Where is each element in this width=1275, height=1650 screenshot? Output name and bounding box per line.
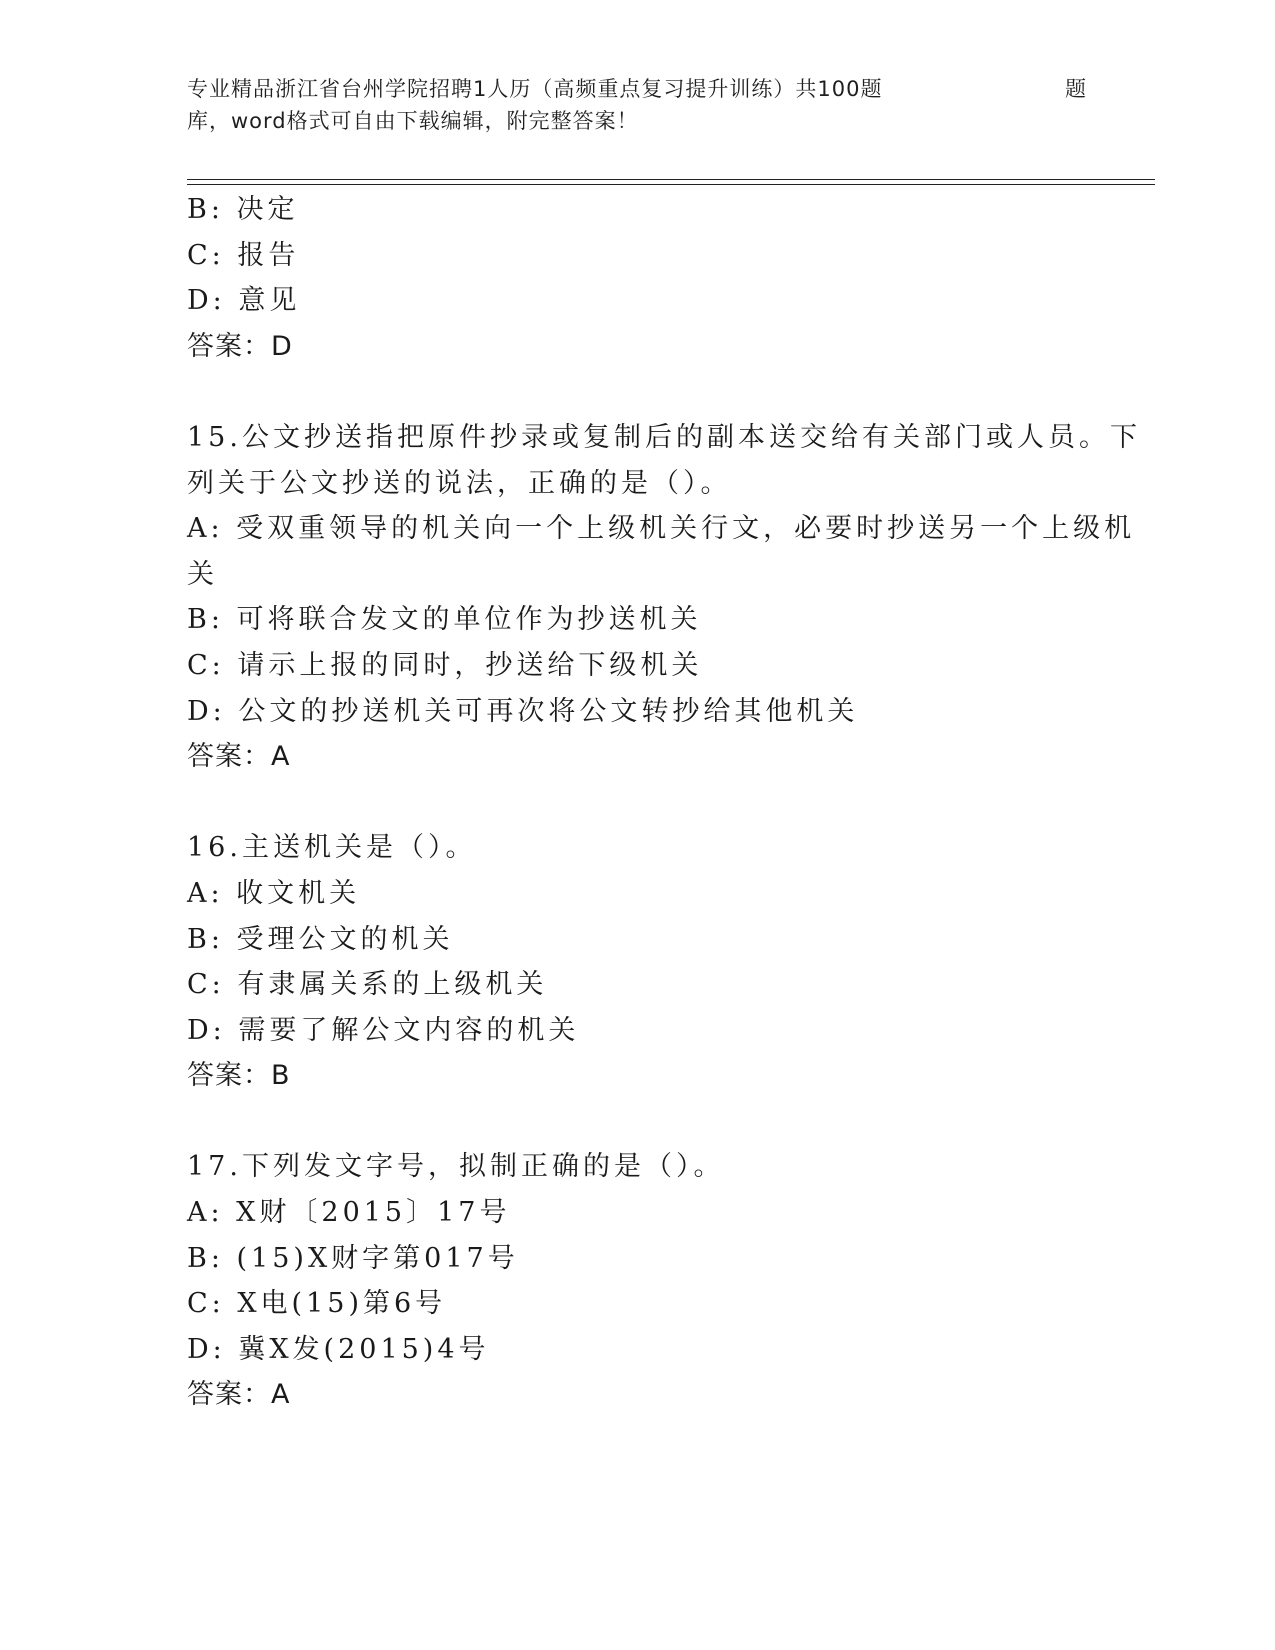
header-title: 专业精品浙江省台州学院招聘1人历（高频重点复习提升训练）共100题 — [187, 77, 883, 101]
header-line-2: 库，word格式可自由下载编辑，附完整答案！ — [187, 109, 639, 133]
spacer — [187, 780, 1087, 826]
option-c: C: 报告 — [187, 239, 300, 271]
answer-line: 答案：B — [187, 1060, 291, 1092]
option-c: C: 请示上报的同时，抄送给下级机关 — [187, 649, 703, 681]
spacer — [187, 1099, 1087, 1145]
option-a-cont: 关 — [187, 558, 218, 590]
option-d: D: 公文的抄送机关可再次将公文转抄给其他机关 — [187, 695, 859, 727]
option-d: D: 需要了解公文内容的机关 — [187, 1014, 580, 1046]
option-c: C: X电(15)第6号 — [187, 1288, 447, 1320]
header-rule-bottom — [187, 184, 1155, 185]
question-content — [187, 187, 1141, 1418]
page-header — [187, 73, 1087, 137]
option-d: D: 冀X发(2015)4号 — [187, 1333, 490, 1365]
question-16 — [187, 825, 1087, 1099]
question-stem: 15.公文抄送指把原件抄录或复制后的副本送交给有关部门或人员。下 — [187, 421, 1141, 453]
option-b: B: (15)X财字第017号 — [187, 1242, 519, 1274]
option-b: B: 可将联合发文的单位作为抄送机关 — [187, 604, 702, 636]
answer-line: 答案：D — [187, 330, 293, 362]
option-d: D: 意见 — [187, 285, 301, 317]
question-14-tail — [187, 187, 1087, 369]
question-15 — [187, 415, 1141, 780]
option-a: A: X财〔2015〕17号 — [187, 1197, 511, 1229]
question-17 — [187, 1144, 1087, 1418]
header-rule-top — [187, 179, 1155, 180]
answer-line: 答案：A — [187, 741, 291, 773]
spacer — [187, 369, 1087, 415]
answer-line: 答案：A — [187, 1379, 291, 1411]
option-a: A: 受双重领导的机关向一个上级机关行文，必要时抄送另一个上级机 — [187, 513, 1136, 545]
question-stem: 16.主送机关是（）。 — [187, 832, 477, 864]
header-title-tail: 题 — [1065, 77, 1087, 101]
question-stem: 17.下列发文字号，拟制正确的是（）。 — [187, 1151, 725, 1183]
question-stem-cont: 列关于公文抄送的说法，正确的是（）。 — [187, 467, 732, 499]
option-c: C: 有隶属关系的上级机关 — [187, 969, 548, 1001]
option-b: B: 受理公文的机关 — [187, 923, 454, 955]
option-a: A: 收文机关 — [187, 877, 361, 909]
header-line-1 — [187, 73, 1087, 105]
option-b: B: 决定 — [187, 194, 299, 225]
